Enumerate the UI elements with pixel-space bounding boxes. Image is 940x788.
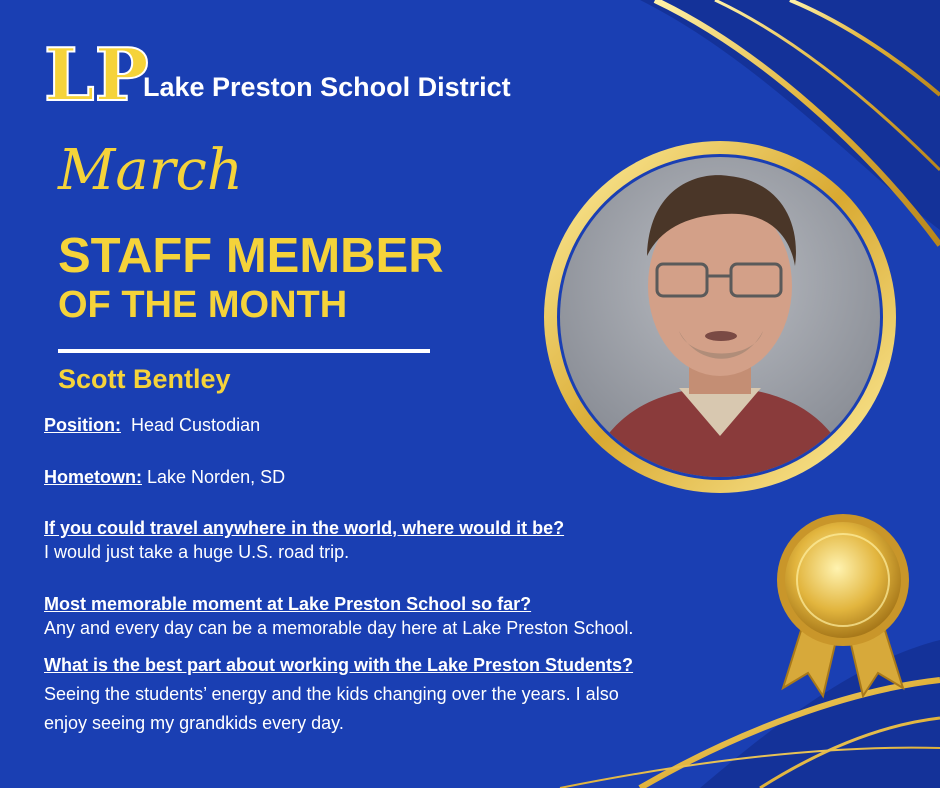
position-row (44, 415, 260, 436)
staff-name: Scott Bentley (58, 364, 231, 394)
title-line-1: STAFF MEMBER (58, 229, 444, 283)
question-3: What is the best part about working with the Lake Preston Students? (44, 655, 634, 675)
question-1: If you could travel anywhere in the world, where would it be? (44, 518, 565, 538)
district-logo (40, 30, 149, 117)
staff-photo (539, 136, 901, 498)
district-name: Lake Preston School District (143, 72, 511, 102)
divider (58, 349, 430, 353)
answer-2: Any and every day can be a memorable day here at Lake Preston School. (44, 618, 634, 638)
gold-award-ribbon-icon (768, 508, 918, 698)
answer-1: I would just take a huge U.S. road trip. (44, 542, 350, 562)
position-value: Head Custodian (131, 415, 261, 435)
hometown-label: Hometown: (44, 467, 142, 487)
answer-3-line-2: enjoy seeing my grandkids every day. (44, 713, 344, 733)
answer-3-line-1: Seeing the students’ energy and the kids changing over the years. I also (44, 684, 619, 704)
position-label: Position: (44, 415, 121, 435)
svg-text:LP: LP (44, 32, 149, 117)
title-line-2: OF THE MONTH (58, 284, 348, 326)
month-label: March (58, 138, 243, 203)
hometown-row (44, 467, 285, 488)
hometown-value: Lake Norden, SD (147, 467, 286, 487)
question-2: Most memorable moment at Lake Preston School so far? (44, 594, 532, 614)
